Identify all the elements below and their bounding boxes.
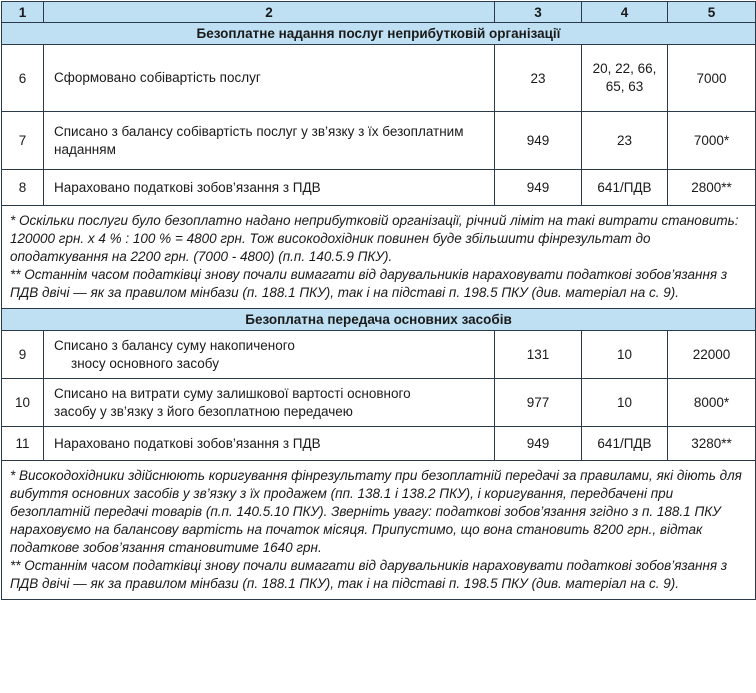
column-header-row (2, 2, 756, 23)
row-description (44, 331, 495, 379)
footnote-1: * Оскільки послуги було безоплатно надано неприбутковій організації, річний ліміт на такі витрати становить: 120000 грн. х 4 % : 100 % = 4800 грн. Тож високодохідник повинен буде збільшити фінрезультат до оподаткування на 2200 грн. (7000 - 4800) (п.п. 140.5.9 ПКУ). (10, 213, 739, 264)
row-number: 10 (2, 379, 44, 427)
row-description: Нараховано податкові зобов’язання з ПДВ (44, 427, 495, 461)
row-debit: 949 (495, 170, 582, 206)
row-description: Сформовано собівартість послуг (44, 45, 495, 112)
footnote-1: * Високодохідники здійснюють коригування фінрезультату при безоплатній передачі за правилами, які діють для вибуття основних засобів у зв’язку з їх продажем (пп. 138.1 і 138.2 ПКУ), і коригування, передбачені при безоплатній передачі товарів (п.п. 140.5.10 ПКУ). Зверніть увагу: податкові зобов’язання згідно з п. 188.1 ПКУ нараховуємо на балансову вартість на початок місяця. Припустимо, що вона становить 8200 грн., відтак податкове зобов’язання становитиме 1640 грн. (10, 468, 742, 555)
row-description-line-2: зносу основного засобу (71, 355, 219, 371)
row-sum: 2800** (668, 170, 756, 206)
header-col-3: 3 (495, 2, 582, 23)
row-debit: 23 (495, 45, 582, 112)
table-row (2, 427, 756, 461)
header-col-4: 4 (582, 2, 668, 23)
row-credit: 641/ПДВ (582, 427, 668, 461)
row-debit: 131 (495, 331, 582, 379)
row-number: 9 (2, 331, 44, 379)
row-sum: 7000* (668, 112, 756, 170)
row-sum: 22000 (668, 331, 756, 379)
row-sum: 7000 (668, 45, 756, 112)
row-debit: 949 (495, 427, 582, 461)
row-description-line-2: засобу у зв’язку з його безоплатною передачею (54, 403, 353, 419)
table-row (2, 112, 756, 170)
row-credit: 10 (582, 331, 668, 379)
section-title: Безоплатна передача основних засобів (2, 309, 756, 331)
row-number: 8 (2, 170, 44, 206)
footnotes (2, 206, 756, 309)
header-col-1: 1 (2, 2, 44, 23)
table-row (2, 331, 756, 379)
table-row (2, 170, 756, 206)
row-number: 11 (2, 427, 44, 461)
header-col-5: 5 (668, 2, 756, 23)
row-credit: 10 (582, 379, 668, 427)
row-description: Списано з балансу собівартість послуг у зв’язку з їх безоплатним наданням (44, 112, 495, 170)
row-description-line-1: Списано з балансу суму накопиченого (54, 337, 295, 353)
row-debit: 977 (495, 379, 582, 427)
row-number: 7 (2, 112, 44, 170)
row-description-line-1: Списано на витрати суму залишкової вартості основного (54, 385, 411, 401)
table-row (2, 379, 756, 427)
footnotes (2, 461, 756, 600)
accounting-table (1, 1, 756, 600)
row-description (44, 379, 495, 427)
footnote-2: ** Останнім часом податківці знову почали вимагати від дарувальників нараховувати податкові зобов’язання з ПДВ двічі — як за правилом мінбази (п. 188.1 ПКУ), так і на підставі п. 198.5 ПКУ (див. матеріал на с. 9). (10, 558, 728, 591)
section-header-services (2, 23, 756, 45)
row-debit: 949 (495, 112, 582, 170)
row-number: 6 (2, 45, 44, 112)
header-col-2: 2 (44, 2, 495, 23)
footnote-row (2, 206, 756, 309)
footnote-2: ** Останнім часом податківці знову почали вимагати від дарувальників нараховувати податкові зобов’язання з ПДВ двічі — як за правилом мінбази (п. 188.1 ПКУ), так і на підставі п. 198.5 ПКУ (див. матеріал на с. 9). (10, 267, 728, 300)
row-description: Нараховано податкові зобов’язання з ПДВ (44, 170, 495, 206)
section-header-fixed-assets (2, 309, 756, 331)
row-sum: 8000* (668, 379, 756, 427)
row-credit: 641/ПДВ (582, 170, 668, 206)
row-sum: 3280** (668, 427, 756, 461)
section-title: Безоплатне надання послуг неприбутковій організації (2, 23, 756, 45)
row-credit: 23 (582, 112, 668, 170)
table-row (2, 45, 756, 112)
row-credit: 20, 22, 66, 65, 63 (582, 45, 668, 112)
footnote-row (2, 461, 756, 600)
